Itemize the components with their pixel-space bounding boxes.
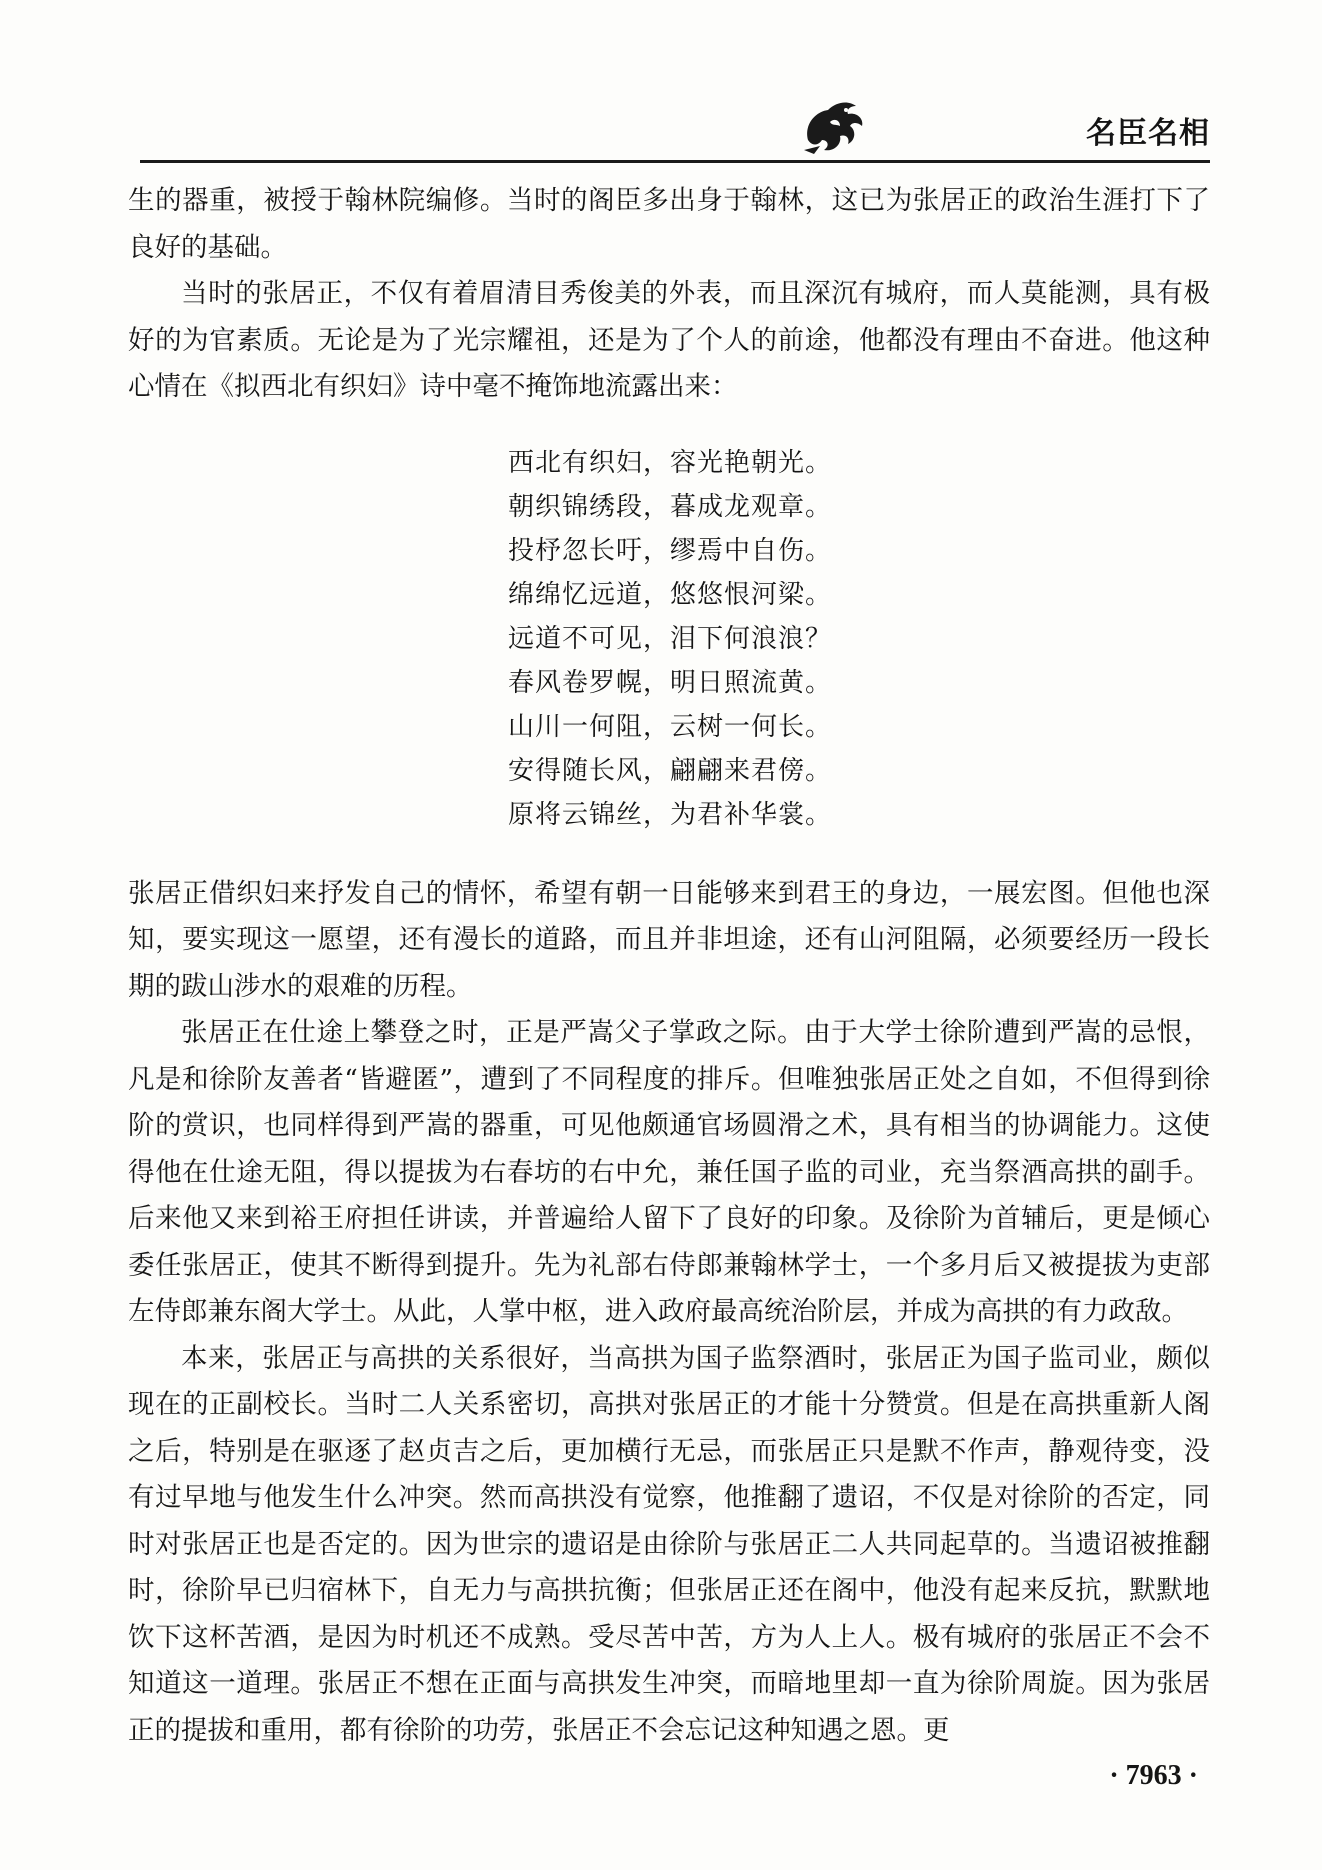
poem-line: 原将云锦丝，为君补华裳。	[508, 799, 833, 830]
article-body	[128, 178, 1210, 1754]
poem-line: 安得随长风，翩翩来君傍。	[508, 755, 833, 786]
poem-line: 投杼忽长吁，缪焉中自伤。	[508, 535, 833, 566]
page-header	[800, 96, 1210, 156]
paragraph: 本来，张居正与高拱的关系很好，当高拱为国子监祭酒时，张居正为国子监司业，颇似现在的正副校长。当时二人关系密切，高拱对张居正的才能十分赞赏。但是在高拱重新人阁之后，特别是在驱逐了赵贞吉之后，更加横行无忌，而张居正只是默不作声，静观待变，没有过早地与他发生什么冲突。然而高拱没有觉察，他推翻了遗诏，不仅是对徐阶的否定，同时对张居正也是否定的。因为世宗的遗诏是由徐阶与张居正二人共同起草的。当遗诏被推翻时，徐阶早已归宿林下，自无力与高拱抗衡；但张居正还在阁中，他没有起来反抗，默默地饮下这杯苦酒，是因为时机还不成熟。受尽苦中苦，方为人上人。极有城府的张居正不会不知道这一道理。张居正不想在正面与高拱发生冲突，而暗地里却一直为徐阶周旋。因为张居正的提拔和重用，都有徐阶的功劳，张居正不会忘记这种知遇之恩。更	[128, 1342, 1210, 1746]
paragraph: 张居正借织妇来抒发自己的情怀，希望有朝一日能够来到君王的身边，一展宏图。但他也深知，要实现这一愿望，还有漫长的道路，而且并非坦途，还有山河阻隔，必须要经历一段长期的跋山涉水的艰难的历程。	[128, 877, 1210, 1002]
paragraph: 生的器重，被授于翰林院编修。当时的阁臣多出身于翰林，这已为张居正的政治生涯打下了良好的基础。	[128, 185, 1210, 263]
poem-line: 朝织锦绣段，暮成龙观章。	[508, 491, 833, 522]
poem-line: 山川一何阻，云树一何长。	[508, 711, 833, 742]
poem-line: 远道不可见，泪下何浪浪？	[508, 623, 833, 654]
poem-line: 西北有织妇，容光艳朝光。	[508, 447, 833, 478]
dragon-emblem-icon	[800, 96, 870, 156]
paragraph: 张居正在仕途上攀登之时，正是严嵩父子掌政之际。由于大学士徐阶遭到严嵩的忌恨，凡是和徐阶友善者“皆避匿”，遭到了不同程度的排斥。但唯独张居正处之自如，不但得到徐阶的赏识，也同样得到严嵩的器重，可见他颇通官场圆滑之术，具有相当的协调能力。这使得他在仕途无阻，得以提拔为右春坊的右中允，兼任国子监的司业，充当祭酒高拱的副手。后来他又来到裕王府担任讲读，并普遍给人留下了良好的印象。及徐阶为首辅后，更是倾心委任张居正，使其不断得到提升。先为礼部右侍郎兼翰林学士，一个多月后又被提拔为吏部左侍郎兼东阁大学士。从此，人掌中枢，进入政府最高统治阶层，并成为高拱的有力政敌。	[128, 1017, 1210, 1327]
poem	[508, 441, 1210, 837]
paragraph: 当时的张居正，不仅有着眉清目秀俊美的外表，而且深沉有城府，而人莫能测，具有极好的为官素质。无论是为了光宗耀祖，还是为了个人的前途，他都没有理由不奋进。他这种心情在《拟西北有织妇》诗中毫不掩饰地流露出来：	[128, 278, 1210, 402]
page-number: · 7963 ·	[1109, 1760, 1198, 1791]
header-rule	[140, 160, 1210, 163]
section-title: 名臣名相	[1086, 116, 1210, 151]
poem-line: 春风卷罗幌，明日照流黄。	[508, 667, 833, 698]
poem-line: 绵绵忆远道，悠悠恨河梁。	[508, 579, 833, 610]
